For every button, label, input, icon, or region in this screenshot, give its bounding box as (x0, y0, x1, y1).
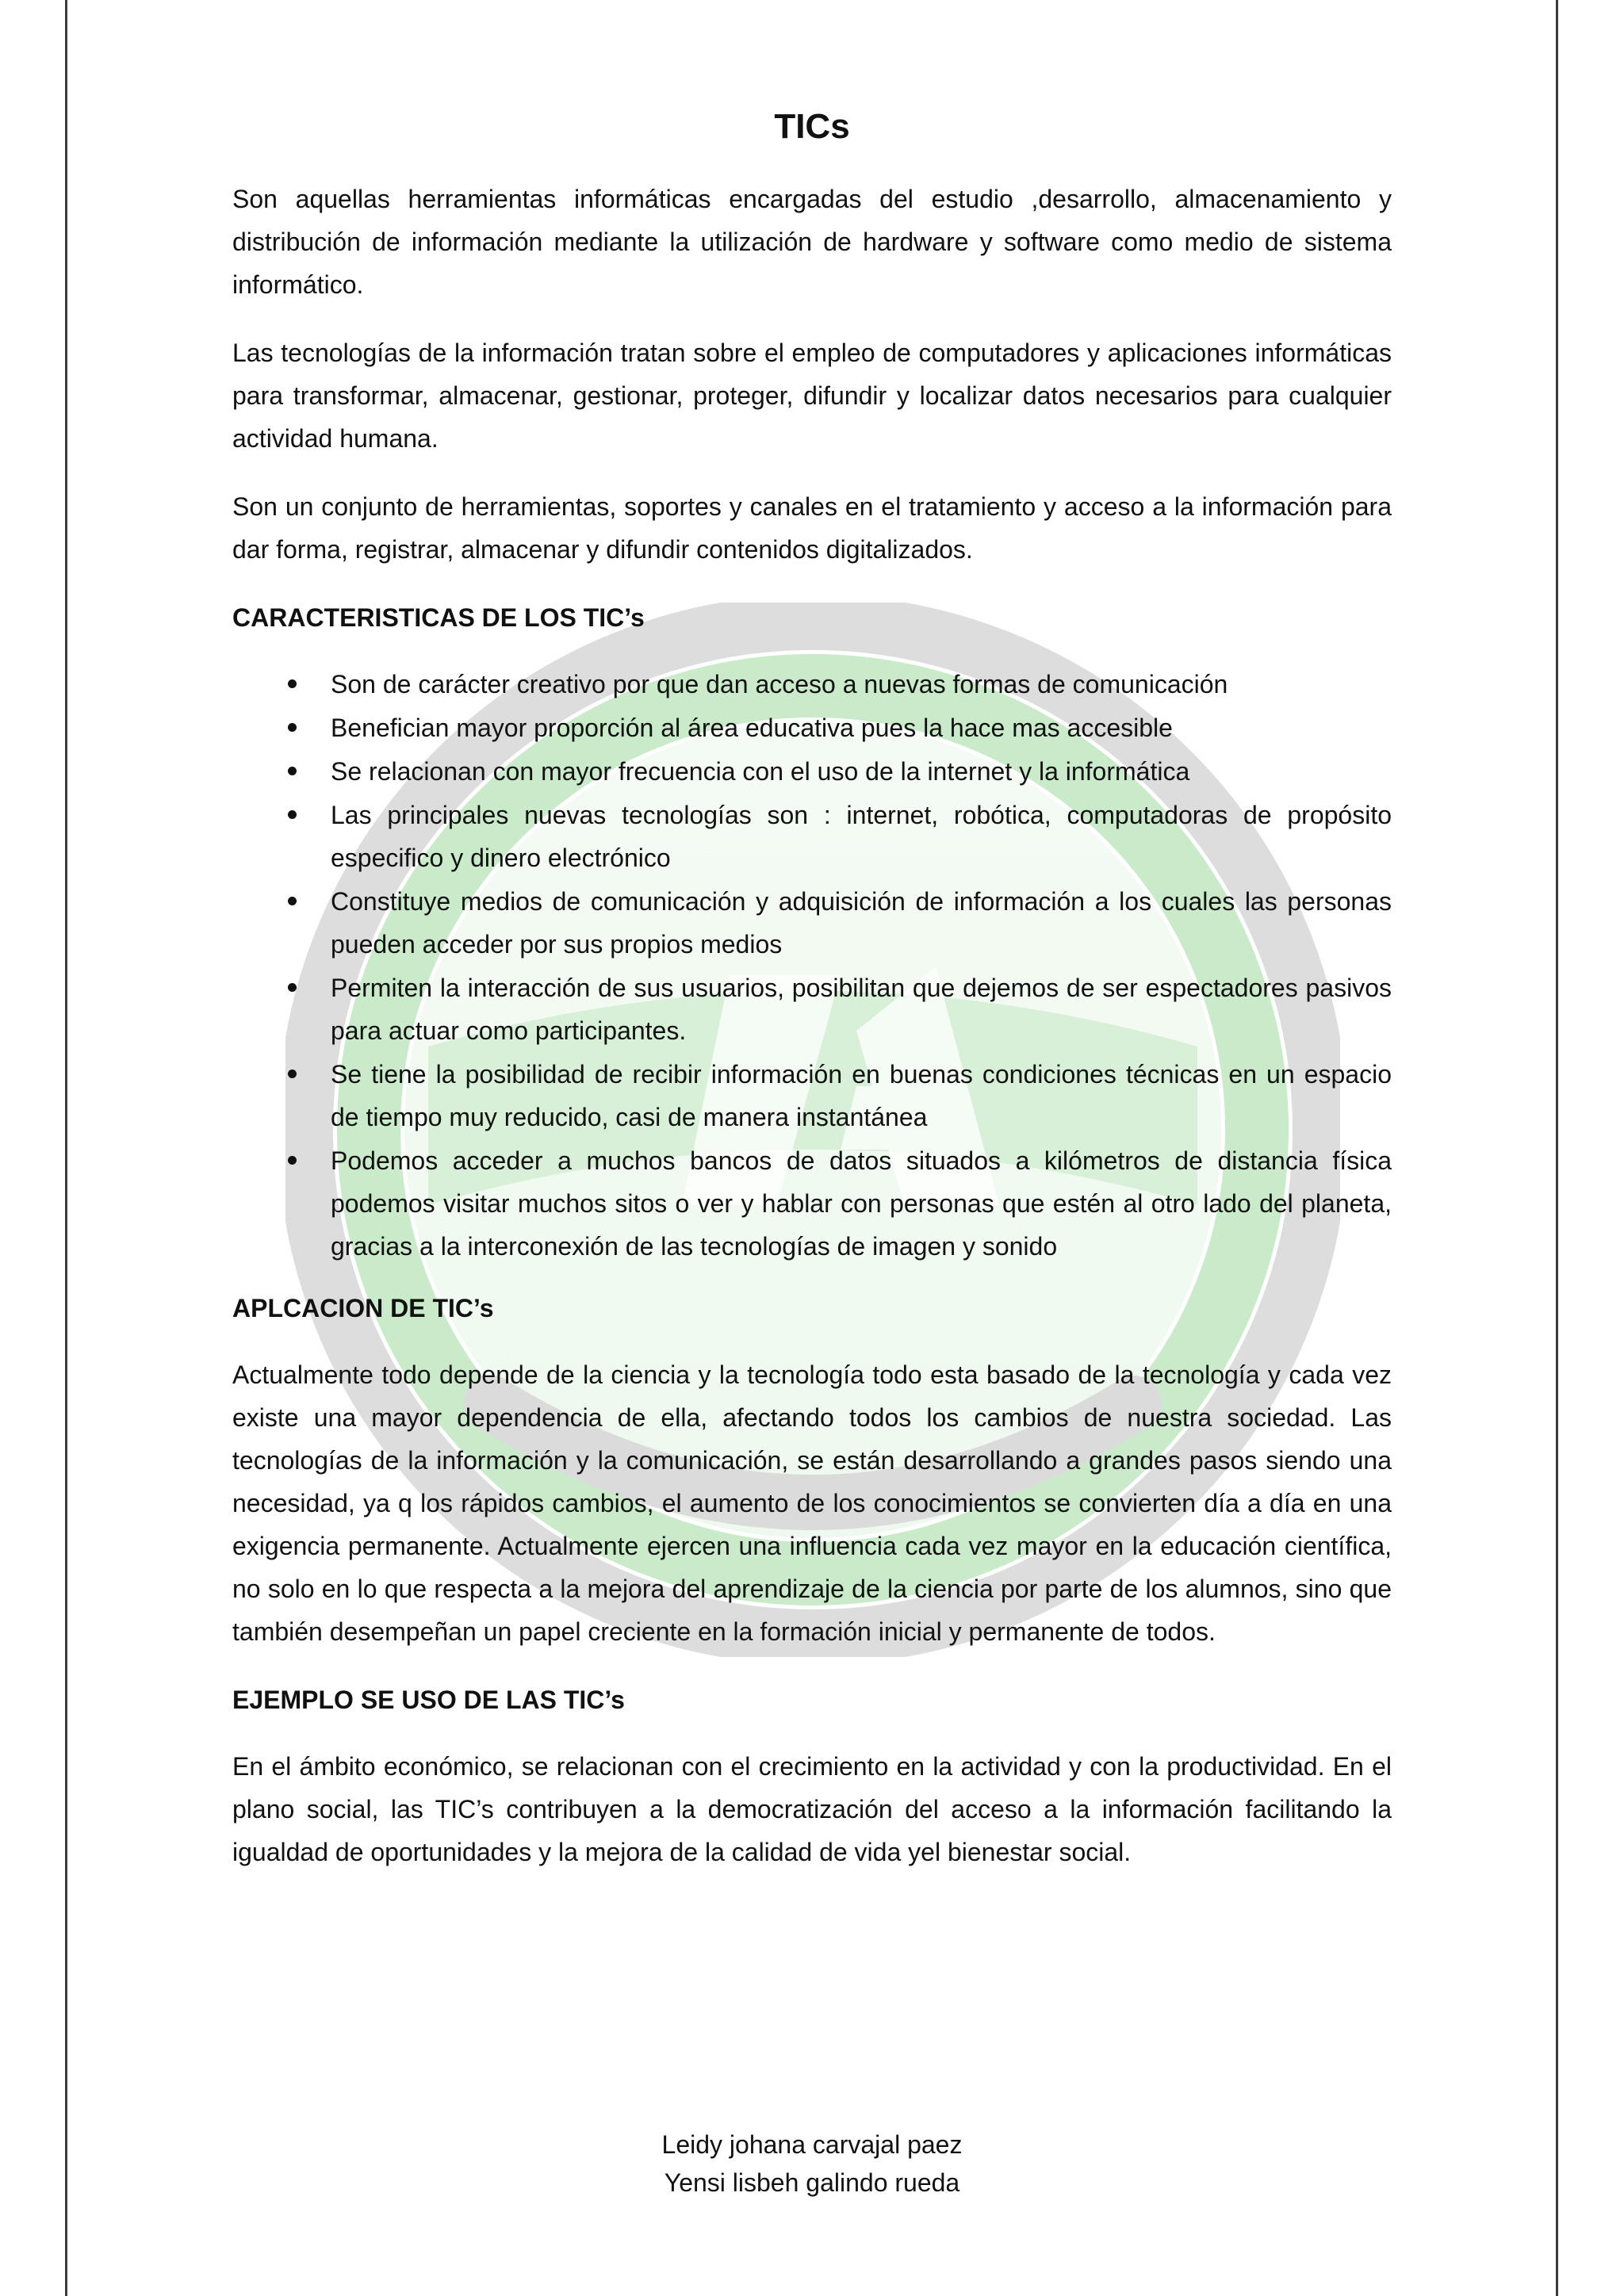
bullet-icon (288, 810, 297, 819)
bullet-icon (288, 897, 297, 905)
bullet-icon (288, 983, 297, 992)
page-border-left (65, 0, 67, 2296)
list-item (232, 794, 1392, 879)
bullet-icon (288, 1070, 297, 1078)
intro-paragraph-2: Las tecnologías de la información tratan sobre el empleo de computadores y aplicaciones informáticas para transformar, almacenar, gestionar, proteger, difundir y localizar datos necesarios para cualquier actividad humana. (232, 339, 1392, 453)
caracteristicas-heading: CARACTERISTICAS DE LOS TIC’s (232, 603, 645, 632)
list-item (232, 966, 1392, 1052)
caracteristicas-list (232, 663, 1392, 1268)
list-item (232, 663, 1392, 706)
document-body (232, 94, 1392, 1899)
list-item-text: Son de carácter creativo por que dan acceso a nuevas formas de comunicación (331, 670, 1228, 698)
bullet-icon (288, 1156, 297, 1165)
ejemplo-paragraph: En el ámbito económico, se relacionan con el crecimiento en la actividad y con la productividad. En el plano social, las TIC’s contribuyen a la democratización del acceso a la información facilitando la igualdad de oportunidades y la mejora de la calidad de vida yel bienestar social. (232, 1752, 1392, 1866)
author-name: Yensi lisbeh galindo rueda (664, 2168, 960, 2197)
document-title: TICs (774, 107, 850, 146)
list-item-text: Se tiene la posibilidad de recibir información en buenas condiciones técnicas en un espacio de tiempo muy reducido, casi de manera instantánea (331, 1060, 1392, 1131)
aplicacion-heading: APLCACION DE TIC’s (232, 1294, 494, 1322)
list-item-text: Se relacionan con mayor frecuencia con el uso de la internet y la informática (331, 757, 1190, 786)
aplicacion-paragraph: Actualmente todo depende de la ciencia y la tecnología todo esta basado de la tecnología y cada vez existe una mayor dependencia de ella, afectando todos los cambios de nuestra sociedad. Las tecnologías de la información y la comunicación, se están desarrollando a grandes pasos siendo una necesidad, ya q los rápidos cambios, el aumento de los conocimientos se convierten día a día en una exigencia permanente. Actualmente ejercen una influencia cada vez mayor en la educación científica, no solo en lo que respecta a la mejora del aprendizaje de la ciencia por parte de los alumnos, sino que también desempeñan un papel creciente en la formación inicial y permanente de todos. (232, 1360, 1392, 1646)
list-item-text: Permiten la interacción de sus usuarios, posibilitan que dejemos de ser espectadores pasivos para actuar como participantes. (331, 974, 1392, 1045)
intro-paragraph-3: Son un conjunto de herramientas, soportes y canales en el tratamiento y acceso a la información para dar forma, registrar, almacenar y difundir contenidos digitalizados. (232, 492, 1392, 564)
list-item (232, 750, 1392, 793)
page-border-right (1556, 0, 1558, 2296)
intro-paragraph-1: Son aquellas herramientas informáticas encargadas del estudio ,desarrollo, almacenamiento y distribución de información mediante la utilización de hardware y software como medio de sistema informático. (232, 185, 1392, 299)
bullet-icon (288, 679, 297, 688)
list-item (232, 880, 1392, 966)
list-item (232, 706, 1392, 749)
list-item-text: Constituye medios de comunicación y adquisición de información a los cuales las personas pueden acceder por sus propios medios (331, 887, 1392, 959)
list-item-text: Podemos acceder a muchos bancos de datos situados a kilómetros de distancia física podemos visitar muchos sitos o ver y hablar con personas que estén al otro lado del planeta, gracias a la interconexión de las tecnologías de imagen y sonido (331, 1146, 1392, 1261)
list-item-text: Benefician mayor proporción al área educativa pues la hace mas accesible (331, 714, 1173, 742)
authors-block (232, 2126, 1392, 2202)
list-item (232, 1139, 1392, 1268)
bullet-icon (288, 767, 297, 775)
ejemplo-heading: EJEMPLO SE USO DE LAS TIC’s (232, 1686, 625, 1714)
list-item (232, 1053, 1392, 1138)
author-name: Leidy johana carvajal paez (661, 2130, 963, 2159)
list-item-text: Las principales nuevas tecnologías son : internet, robótica, computadoras de propósito especifico y dinero electrónico (331, 801, 1392, 872)
bullet-icon (288, 723, 297, 732)
